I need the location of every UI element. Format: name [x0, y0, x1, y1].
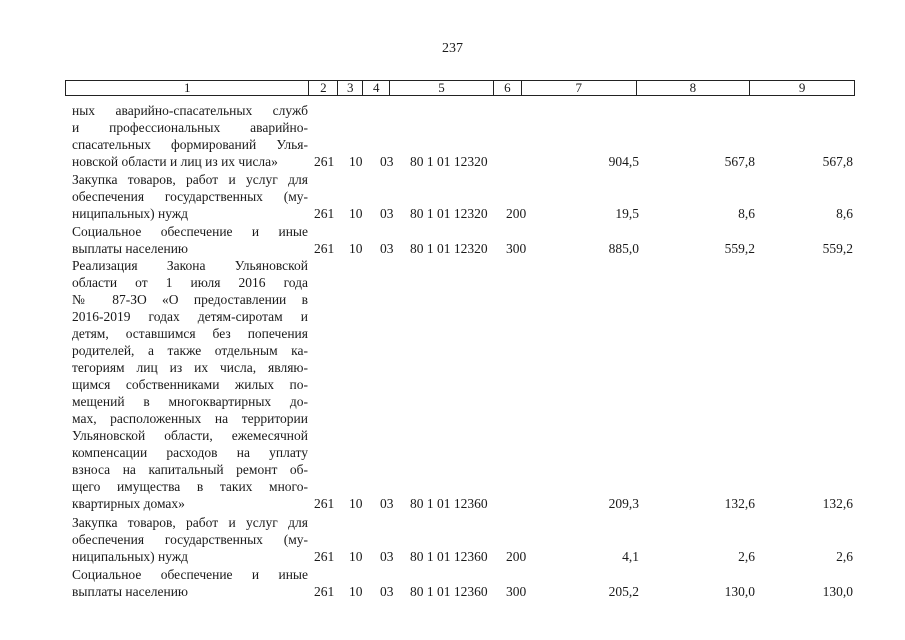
target-article-code: 80 1 01 12360	[410, 549, 488, 564]
description-line: обеспечения государственных (му-	[72, 532, 308, 547]
description-line: детям, оставшимся без попечения	[72, 326, 308, 341]
description-line: Закупка товаров, работ и услуг для	[72, 172, 308, 187]
ministry-code: 261	[314, 241, 335, 256]
description-line: ниципальных) нужд	[72, 549, 189, 564]
column-header-3: 3	[338, 81, 363, 95]
column-header-9: 9	[798, 80, 806, 95]
description-line: области от 1 июля 2016 года	[72, 275, 308, 290]
column-header-7: 7	[522, 81, 637, 95]
ministry-code: 261	[314, 206, 335, 221]
target-article-code: 80 1 01 12320	[410, 241, 488, 256]
section-code: 10	[349, 496, 363, 511]
description-line: тегориям лиц из их числа, являю-	[72, 360, 308, 375]
section-code: 10	[349, 206, 363, 221]
description-line: и профессиональных аварийно-	[72, 120, 308, 135]
description-line: Ульяновской области, ежемесячной	[72, 428, 308, 443]
subsection-code: 03	[380, 241, 394, 256]
row-description	[72, 566, 308, 600]
amount-year-3: 2,6	[836, 549, 853, 564]
expense-type-code: 200	[506, 206, 527, 221]
amount-year-3: 559,2	[822, 241, 853, 256]
subsection-code: 03	[380, 549, 394, 564]
description-line: родителей, а также отдельным ка-	[72, 343, 308, 358]
subsection-code: 03	[380, 206, 394, 221]
amount-year-3: 8,6	[836, 206, 853, 221]
description-line: Закупка товаров, работ и услуг для	[72, 515, 308, 530]
description-line: новской области и лиц из их числа»	[72, 154, 278, 169]
description-line: компенсации расходов на уплату	[72, 445, 308, 460]
description-line: выплаты населению	[72, 241, 189, 256]
section-code: 10	[349, 154, 363, 169]
description-line: квартирных домах»	[72, 496, 185, 511]
column-header-4: 4	[363, 81, 390, 95]
page-number: 237	[442, 41, 463, 56]
column-header-6: 6	[494, 81, 522, 95]
description-line: ниципальных) нужд	[72, 206, 189, 221]
expense-type-code: 200	[506, 549, 527, 564]
expense-type-code: 300	[506, 584, 527, 599]
ministry-code: 261	[314, 154, 335, 169]
expense-type-code: 300	[506, 241, 527, 256]
amount-year-2: 8,6	[738, 206, 755, 221]
target-article-code: 80 1 01 12320	[410, 206, 488, 221]
description-line: спасательных формирований Улья-	[72, 137, 308, 152]
section-code: 10	[349, 549, 363, 564]
subsection-code: 03	[380, 496, 394, 511]
description-line: Социальное обеспечение и иные	[72, 224, 308, 239]
amount-year-1: 205,2	[608, 584, 639, 599]
row-description	[72, 223, 308, 257]
amount-year-1: 209,3	[608, 496, 639, 511]
column-header-row	[65, 80, 855, 96]
amount-year-1: 19,5	[615, 206, 639, 221]
target-article-code: 80 1 01 12360	[410, 584, 488, 599]
amount-year-2: 567,8	[724, 154, 755, 169]
column-header-1: 1	[66, 81, 309, 95]
target-article-code: 80 1 01 12360	[410, 496, 488, 511]
description-line: щимся собственниками жилых по-	[72, 377, 308, 392]
row-description	[72, 102, 308, 170]
amount-year-2: 130,0	[724, 584, 755, 599]
section-code: 10	[349, 241, 363, 256]
amount-year-2: 559,2	[724, 241, 755, 256]
description-line: щего имущества в таких много-	[72, 479, 308, 494]
ministry-code: 261	[314, 584, 335, 599]
row-description	[72, 257, 308, 512]
amount-year-1: 4,1	[622, 549, 639, 564]
row-description	[72, 171, 308, 222]
ministry-code: 261	[314, 496, 335, 511]
target-article-code: 80 1 01 12320	[410, 154, 488, 169]
description-line: Социальное обеспечение и иные	[72, 567, 308, 582]
amount-year-3: 130,0	[822, 584, 853, 599]
description-line: 2016-2019 годах детям-сиротам и	[72, 309, 308, 324]
subsection-code: 03	[380, 154, 394, 169]
description-line: № 87-ЗО «О предоставлении в	[72, 292, 308, 307]
description-line: обеспечения государственных (му-	[72, 189, 308, 204]
description-line: мещений в многоквартирных до-	[72, 394, 308, 409]
description-line: выплаты населению	[72, 584, 189, 599]
amount-year-2: 132,6	[724, 496, 755, 511]
column-header-8: 8	[637, 81, 751, 95]
row-description	[72, 514, 308, 565]
description-line: ных аварийно-спасательных служб	[72, 103, 308, 118]
column-header-5: 5	[390, 81, 494, 95]
column-header-2: 2	[309, 81, 338, 95]
description-line: взноса на капитальный ремонт об-	[72, 462, 308, 477]
amount-year-2: 2,6	[738, 549, 755, 564]
amount-year-1: 904,5	[608, 154, 639, 169]
description-line: Реализация Закона Ульяновской	[72, 258, 308, 273]
subsection-code: 03	[380, 584, 394, 599]
ministry-code: 261	[314, 549, 335, 564]
description-line: мах, расположенных на территории	[72, 411, 308, 426]
amount-year-3: 132,6	[822, 496, 853, 511]
section-code: 10	[349, 584, 363, 599]
amount-year-3: 567,8	[822, 154, 853, 169]
amount-year-1: 885,0	[608, 241, 639, 256]
